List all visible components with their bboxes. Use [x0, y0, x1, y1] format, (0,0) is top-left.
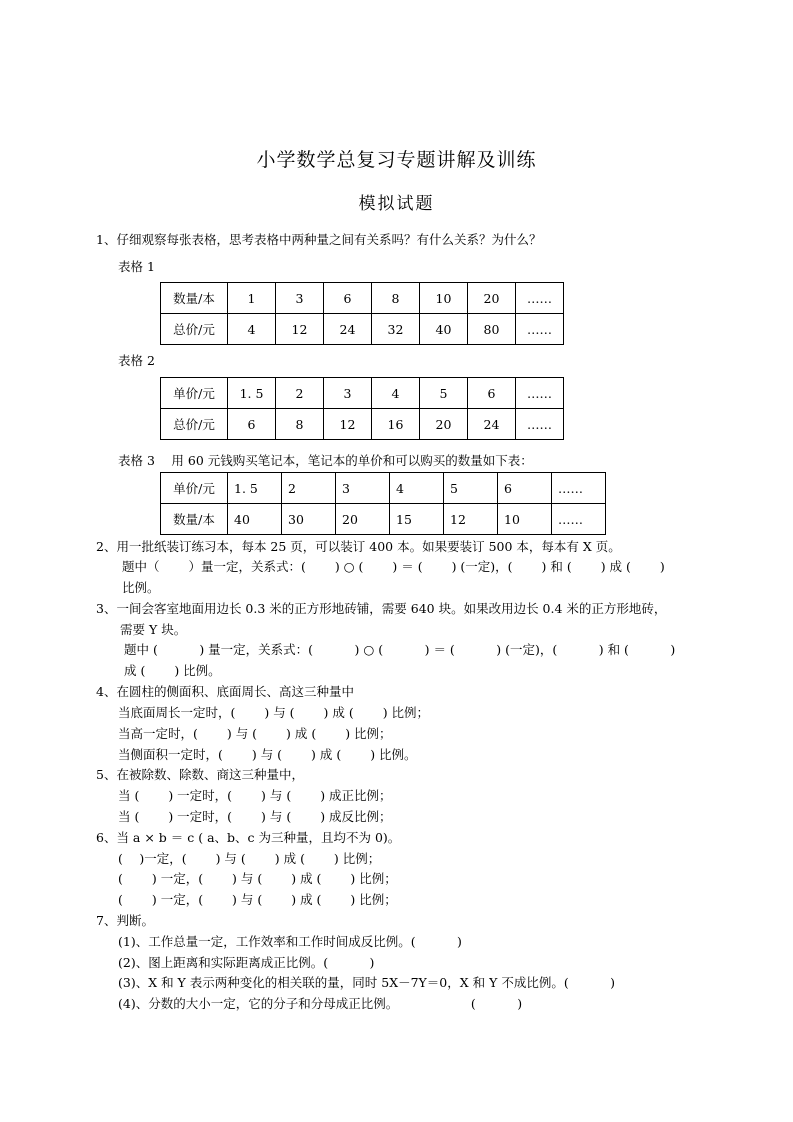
page-title: 小学数学总复习专题讲解及训练: [256, 149, 537, 171]
table-cell: 12: [324, 409, 372, 440]
table-cell: 8: [372, 283, 420, 314]
table-cell: 4: [372, 378, 420, 409]
table-cell: 40: [228, 504, 282, 535]
table-1: [160, 282, 564, 345]
table-cell: 1. 5: [228, 473, 282, 504]
table-row-header: 单价/元: [161, 378, 228, 409]
table-cell: ……: [516, 314, 564, 345]
question-5-line-1: 5、在被除数、除数、商这三种量中，: [96, 767, 304, 782]
question-6-line-1: 6、当 a × b ＝ c ( a、b、c 为三种量，且均不为 0)。: [96, 830, 401, 845]
question-3-line-3: 题中 ( ) 量一定，关系式：( ) ○ ( ) ＝ ( ) (一定)，( ) 和 ( ): [124, 642, 676, 657]
table-cell: 6: [228, 409, 276, 440]
table-row: [161, 314, 564, 345]
table-cell: 6: [468, 378, 516, 409]
question-1-text: 1、仔细观察每张表格，思考表格中两种量之间有关系吗？有什么关系？为什么？: [96, 232, 542, 247]
table-2-label: 表格 2: [118, 353, 155, 368]
table-cell: 5: [444, 473, 498, 504]
table-row: [161, 409, 564, 440]
table-cell: 5: [420, 378, 468, 409]
table-cell: 20: [468, 283, 516, 314]
question-2-line-1: 2、用一批纸装订练习本，每本 25 页，可以装订 400 本。如果要装订 500 本，每本有 X 页。: [96, 539, 621, 554]
table-cell: 12: [444, 504, 498, 535]
question-5-line-3: 当 ( ) 一定时，( ) 与 ( ) 成反比例；: [118, 809, 392, 824]
table-row: [161, 504, 606, 535]
question-7-item-1: (1)、工作总量一定，工作效率和工作时间成反比例。( ): [118, 934, 462, 949]
table-cell: ……: [516, 378, 564, 409]
table-cell: ……: [516, 409, 564, 440]
table-2: [160, 377, 564, 440]
table-row: [161, 283, 564, 314]
question-7-line-1: 7、判断。: [96, 913, 154, 928]
question-6-line-3: ( ) 一定，( ) 与 ( ) 成 ( ) 比例；: [118, 871, 397, 886]
table-cell: 3: [276, 283, 324, 314]
question-4-line-1: 4、在圆柱的侧面积、底面周长、高这三种量中: [96, 684, 354, 699]
question-5-line-2: 当 ( ) 一定时，( ) 与 ( ) 成正比例；: [118, 788, 392, 803]
table-cell: ……: [552, 504, 606, 535]
table-cell: 8: [276, 409, 324, 440]
question-4-line-2: 当底面周长一定时，( ) 与 ( ) 成 ( ) 比例；: [118, 705, 430, 720]
table-row: [161, 378, 564, 409]
question-3-line-4: 成 ( ) 比例。: [124, 663, 221, 678]
table-row-header: 总价/元: [161, 409, 228, 440]
table-cell: 10: [420, 283, 468, 314]
question-7-item-4: (4)、分数的大小一定，它的分子和分母成正比例。 ( ): [118, 996, 523, 1011]
table-cell: 32: [372, 314, 420, 345]
question-4-line-3: 当高一定时，( ) 与 ( ) 成 ( ) 比例；: [118, 726, 392, 741]
question-4-line-4: 当侧面积一定时，( ) 与 ( ) 成 ( ) 比例。: [118, 747, 417, 762]
table-cell: 4: [228, 314, 276, 345]
table-cell: 20: [336, 504, 390, 535]
page-subtitle: 模拟试题: [358, 194, 435, 214]
question-7-item-2: (2)、图上距离和实际距离成正比例。( ): [118, 955, 375, 970]
table-cell: 6: [324, 283, 372, 314]
table-cell: 40: [420, 314, 468, 345]
table-3: [160, 472, 606, 535]
question-2-line-3: 比例。: [122, 580, 160, 595]
question-2-line-2: 题中（ ）量一定，关系式：( ) ○ ( ) ＝ ( ) (一定)，( ) 和 ( ) 成 ( ): [122, 559, 665, 574]
table-row-header: 数量/本: [161, 283, 228, 314]
table-cell: 12: [276, 314, 324, 345]
table-cell: 20: [420, 409, 468, 440]
question-6-line-2: ( )一定，( ) 与 ( ) 成 ( ) 比例；: [118, 851, 381, 866]
table-row-header: 数量/本: [161, 504, 228, 535]
table-cell: 24: [468, 409, 516, 440]
question-7-item-3: (3)、X 和 Y 表示两种变化的相关联的量，同时 5X－7Y＝0，X 和 Y 不成比例。( ): [118, 975, 616, 990]
table-row: [161, 473, 606, 504]
table-cell: 6: [498, 473, 552, 504]
table-cell: 80: [468, 314, 516, 345]
table-cell: 4: [390, 473, 444, 504]
table-3-label: 表格 3 用 60 元钱购买笔记本，笔记本的单价和可以购买的数量如下表：: [118, 453, 533, 468]
question-3-line-1: 3、一间会客室地面用边长 0.3 米的正方形地砖铺，需要 640 块。如果改用边长 0.4 米的正方形地砖，: [96, 601, 667, 616]
table-cell: 2: [276, 378, 324, 409]
table-cell: 3: [336, 473, 390, 504]
table-cell: 1: [228, 283, 276, 314]
table-cell: ……: [552, 473, 606, 504]
table-1-label: 表格 1: [118, 259, 155, 274]
table-cell: 16: [372, 409, 420, 440]
question-3-line-2: 需要 Y 块。: [120, 622, 187, 637]
table-row-header: 总价/元: [161, 314, 228, 345]
table-cell: 3: [324, 378, 372, 409]
table-cell: 30: [282, 504, 336, 535]
question-6-line-4: ( ) 一定，( ) 与 ( ) 成 ( ) 比例；: [118, 892, 397, 907]
table-cell: 1. 5: [228, 378, 276, 409]
table-cell: 2: [282, 473, 336, 504]
table-cell: ……: [516, 283, 564, 314]
table-cell: 24: [324, 314, 372, 345]
table-cell: 15: [390, 504, 444, 535]
table-cell: 10: [498, 504, 552, 535]
table-row-header: 单价/元: [161, 473, 228, 504]
